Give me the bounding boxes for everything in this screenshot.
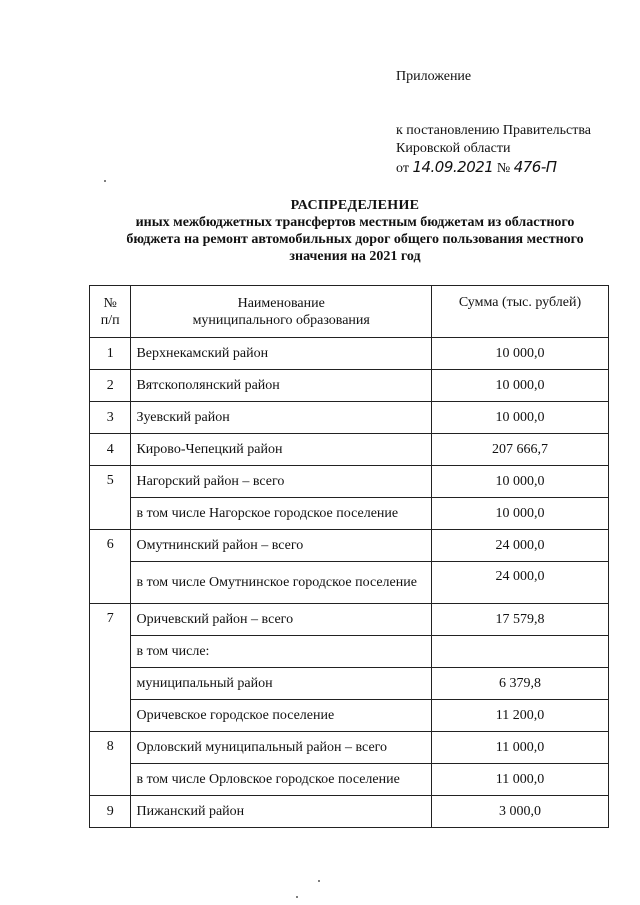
region-line: Кировской области [396, 141, 511, 156]
row-name: в том числе Омутнинское городское поселение [131, 562, 431, 604]
row-num: 8 [90, 732, 131, 796]
row-name: Нагорский район – всего [131, 466, 431, 498]
document-title [80, 197, 630, 265]
table-row [90, 466, 609, 498]
row-name: Верхнекамский район [131, 338, 431, 370]
table-row [90, 668, 609, 700]
row-sum: 10 000,0 [431, 370, 608, 402]
row-name: Вятскополянский район [131, 370, 431, 402]
row-num: 6 [90, 530, 131, 604]
row-sum: 6 379,8 [431, 668, 608, 700]
decree-date-number-line [396, 158, 631, 178]
row-sum: 10 000,0 [431, 466, 608, 498]
row-sum: 11 000,0 [431, 764, 608, 796]
row-num: 2 [90, 370, 131, 402]
row-sum: 24 000,0 [431, 530, 608, 562]
header-sum: Сумма (тыс. рублей) [431, 286, 608, 338]
row-num: 1 [90, 338, 131, 370]
scan-speck [318, 880, 320, 882]
row-name: Зуевский район [131, 402, 431, 434]
row-name: Кирово-Чепецкий район [131, 434, 431, 466]
table-row [90, 370, 609, 402]
date-prefix: от [396, 161, 409, 176]
table-row [90, 434, 609, 466]
table-row [90, 562, 609, 604]
row-name: Орловский муниципальный район – всего [131, 732, 431, 764]
appendix-label: Приложение [396, 69, 472, 84]
table-row [90, 732, 609, 764]
title-sub-3: значения на 2021 год [289, 249, 421, 264]
table-row [90, 636, 609, 668]
table-row [90, 796, 609, 828]
table-row [90, 700, 609, 732]
row-sum [431, 636, 608, 668]
row-sum: 3 000,0 [431, 796, 608, 828]
scan-speck [296, 896, 298, 898]
appendix-header [396, 68, 631, 178]
row-sum: 10 000,0 [431, 498, 608, 530]
row-num: 5 [90, 466, 131, 530]
row-num: 4 [90, 434, 131, 466]
row-name: в том числе Орловское городское поселение [131, 764, 431, 796]
row-sum: 10 000,0 [431, 402, 608, 434]
distribution-table [89, 285, 609, 828]
row-sum: 24 000,0 [431, 562, 608, 604]
table-row [90, 604, 609, 636]
table-header-row [90, 286, 609, 338]
row-name: в том числе Нагорское городское поселение [131, 498, 431, 530]
row-sum: 17 579,8 [431, 604, 608, 636]
table-row [90, 498, 609, 530]
row-name: Пижанский район [131, 796, 431, 828]
decree-reference-line: к постановлению Правительства [396, 123, 592, 138]
row-name: Оричевское городское поселение [131, 700, 431, 732]
row-sum: 10 000,0 [431, 338, 608, 370]
table-row [90, 530, 609, 562]
decree-date: 14.09.2021 [412, 158, 494, 176]
row-sum: 11 200,0 [431, 700, 608, 732]
row-name: муниципальный район [131, 668, 431, 700]
row-name: в том числе: [131, 636, 431, 668]
header-num: № п/п [90, 286, 131, 338]
header-name: Наименование муниципального образования [131, 286, 431, 338]
row-name: Омутнинский район – всего [131, 530, 431, 562]
title-sub-1: иных межбюджетных трансфертов местным бюджетам из областного [135, 215, 575, 230]
row-num: 3 [90, 402, 131, 434]
table-row [90, 402, 609, 434]
row-name: Оричевский район – всего [131, 604, 431, 636]
table-row [90, 764, 609, 796]
row-sum: 11 000,0 [431, 732, 608, 764]
table-row [90, 338, 609, 370]
row-num: 7 [90, 604, 131, 732]
number-prefix: № [496, 161, 511, 176]
scan-speck [104, 180, 106, 182]
decree-number: 476-П [513, 158, 557, 176]
title-main: РАСПРЕДЕЛЕНИЕ [290, 198, 420, 213]
row-num: 9 [90, 796, 131, 828]
row-sum: 207 666,7 [431, 434, 608, 466]
title-sub-2: бюджета на ремонт автомобильных дорог общего пользования местного [126, 232, 584, 247]
